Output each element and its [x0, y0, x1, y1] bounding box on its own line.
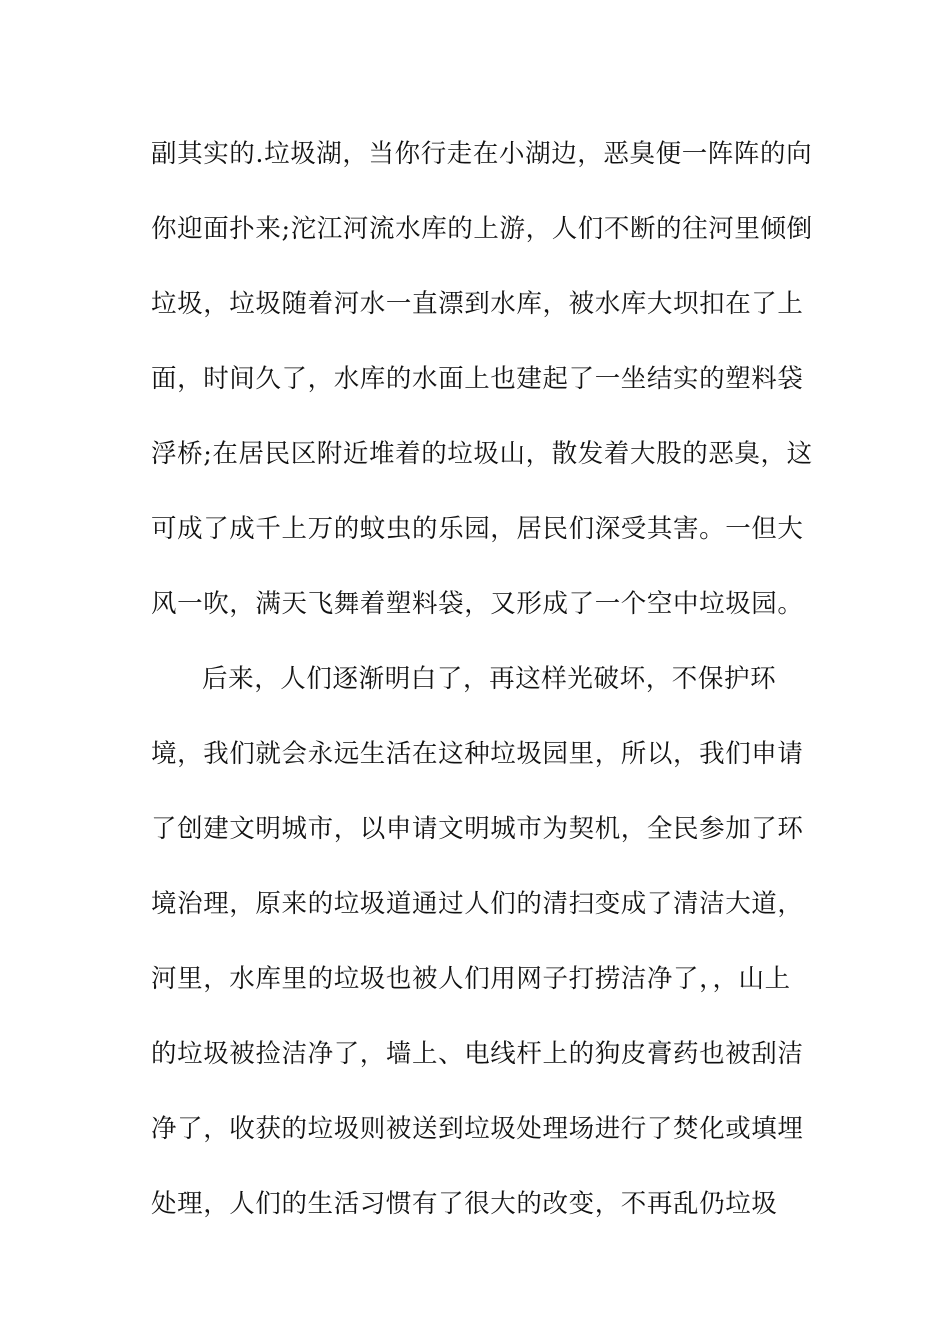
text-line: 副其实的.垃圾湖，当你行走在小湖边，恶臭便一阵阵的向	[151, 139, 813, 169]
paragraph-start-line: 后来，人们逐渐明白了，再这样光破坏，不保护环	[202, 664, 777, 694]
text-line: 可成了成千上万的蚊虫的乐园，居民们深受其害。一但大	[151, 514, 804, 544]
text-line: 境治理，原来的垃圾道通过人们的清扫变成了清洁大道，	[151, 889, 804, 919]
text-line: 净了，收获的垃圾则被送到垃圾处理场进行了焚化或填埋	[151, 1114, 804, 1144]
text-line: 河里，水库里的垃圾也被人们用网子打捞洁净了，，山上	[151, 964, 791, 994]
text-line: 面，时间久了，水库的水面上也建起了一坐结实的塑料袋	[151, 364, 804, 394]
text-line: 了创建文明城市，以申请文明城市为契机，全民参加了环	[151, 814, 804, 844]
text-line: 的垃圾被捡洁净了，墙上、电线杆上的狗皮膏药也被刮洁	[151, 1039, 804, 1069]
body-text	[151, 134, 811, 1259]
text-line: 风一吹，满天飞舞着塑料袋，又形成了一个空中垃圾园。	[151, 589, 804, 619]
text-line: 浮桥;在居民区附近堆着的垃圾山，散发着大股的恶臭，这	[151, 439, 813, 469]
text-line: 垃圾，垃圾随着河水一直漂到水库，被水库大坝扣在了上	[151, 289, 804, 319]
text-line: 处理，人们的生活习惯有了很大的改变，不再乱仍垃圾	[151, 1189, 778, 1219]
text-line: 境，我们就会永远生活在这种垃圾园里，所以，我们申请	[151, 739, 804, 769]
text-line: 你迎面扑来;沱江河流水库的上游，人们不断的往河里倾倒	[151, 214, 813, 244]
